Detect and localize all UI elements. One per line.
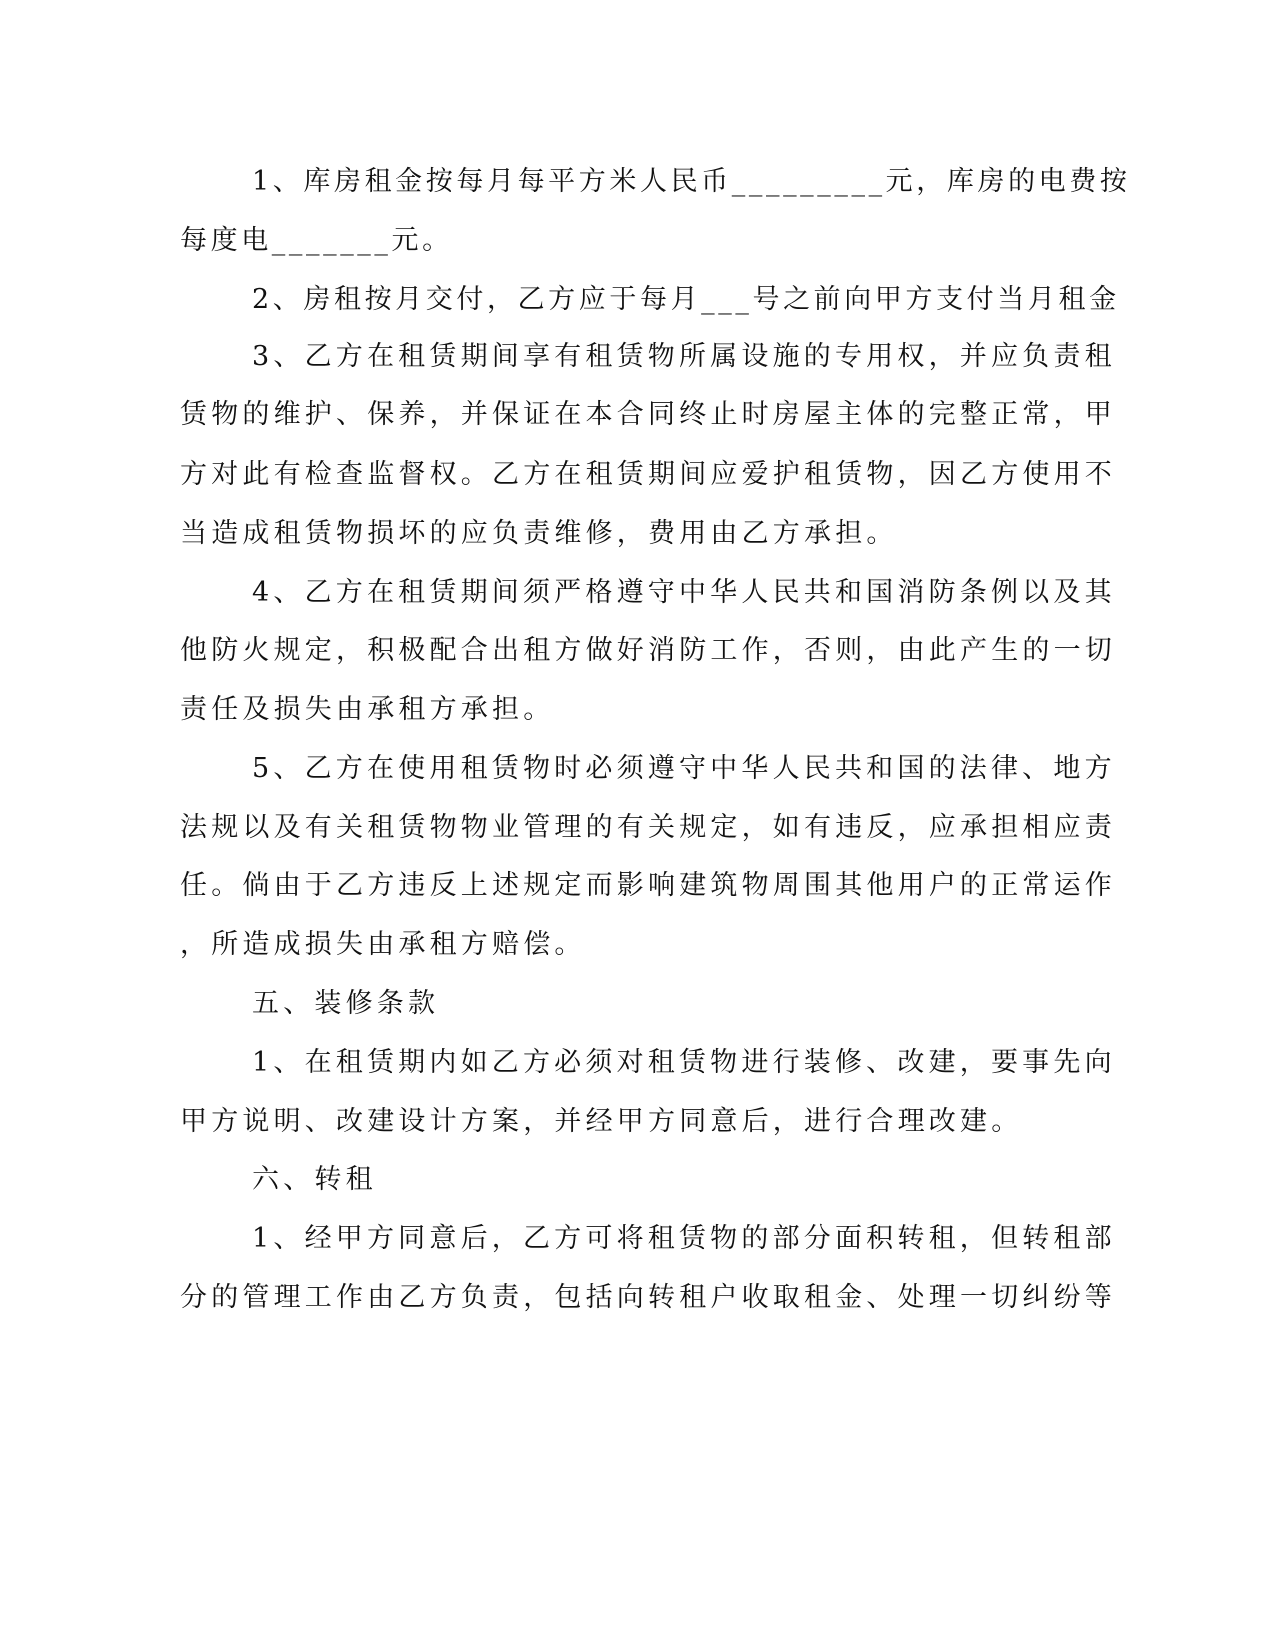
document-line-11: 5、乙方在使用租赁物时必须遵守中华人民共和国的法律、地方 xyxy=(252,753,1116,784)
document-line-19: 1、经甲方同意后，乙方可将租赁物的部分面积转租，但转租部 xyxy=(252,1223,1116,1254)
document-line-13: 任。倘由于乙方违反上述规定而影响建筑物周围其他用户的正常运作 xyxy=(180,870,1116,901)
document-line-1: 1、库房租金按每月每平方米人民币_________元，库房的电费按 xyxy=(252,166,1131,197)
document-line-15: 五、装修条款 xyxy=(252,988,440,1019)
document-line-12: 法规以及有关租赁物物业管理的有关规定，如有违反，应承担相应责 xyxy=(180,812,1116,843)
document-line-5: 赁物的维护、保养，并保证在本合同终止时房屋主体的完整正常，甲 xyxy=(180,399,1116,430)
document-line-3: 2、房租按月交付，乙方应于每月___号之前向甲方支付当月租金 xyxy=(252,284,1120,315)
document-line-9: 他防火规定，积极配合出租方做好消防工作，否则，由此产生的一切 xyxy=(180,635,1116,666)
document-line-20: 分的管理工作由乙方负责，包括向转租户收取租金、处理一切纠纷等 xyxy=(180,1282,1116,1313)
document-line-7: 当造成租赁物损坏的应负责维修，费用由乙方承担。 xyxy=(180,518,898,549)
document-line-2: 每度电_______元。 xyxy=(180,225,453,256)
document-line-6: 方对此有检查监督权。乙方在租赁期间应爱护租赁物，因乙方使用不 xyxy=(180,459,1116,490)
document-line-18: 六、转租 xyxy=(252,1164,377,1195)
document-line-16: 1、在租赁期内如乙方必须对租赁物进行装修、改建，要事先向 xyxy=(252,1047,1116,1078)
document-line-14: ，所造成损失由承租方赔偿。 xyxy=(180,929,586,960)
document-line-4: 3、乙方在租赁期间享有租赁物所属设施的专用权，并应负责租 xyxy=(252,341,1116,372)
document-line-10: 责任及损失由承租方承担。 xyxy=(180,694,555,725)
document-line-17: 甲方说明、改建设计方案，并经甲方同意后，进行合理改建。 xyxy=(180,1106,1023,1137)
document-line-8: 4、乙方在租赁期间须严格遵守中华人民共和国消防条例以及其 xyxy=(252,577,1116,608)
